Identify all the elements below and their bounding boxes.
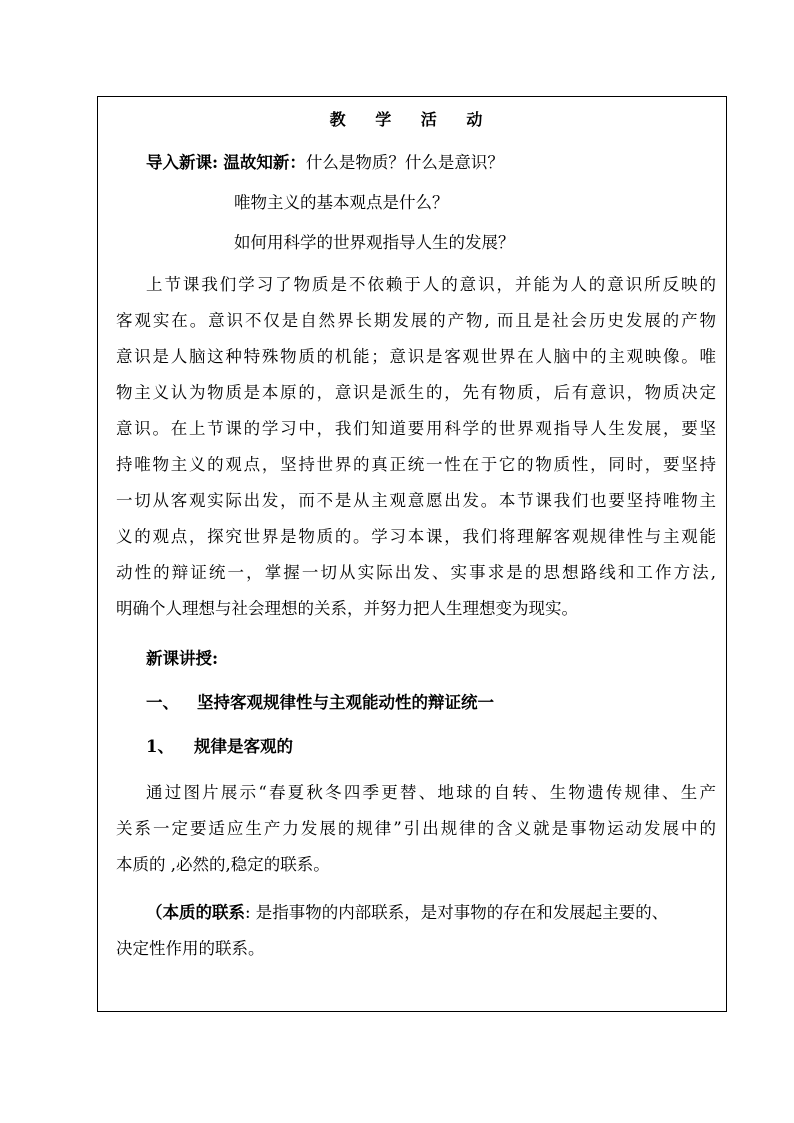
page-title: 教 学 活 动	[329, 110, 495, 129]
note-text: 是指事物的内部联系，是对事物的存在和发展起主要的、	[250, 903, 669, 922]
intro-line	[146, 153, 716, 173]
lesson-activity-box	[97, 96, 727, 1012]
review-question-1: 什么是物质？什么是意识？	[305, 153, 504, 172]
paragraph-line: 义的观点，探究世界是物质的。学习本课，我们将理解客观规律性与主观能	[116, 527, 716, 546]
note-line: （本质的联系: 是指事物的内部联系，是对事物的存在和发展起主要的、	[146, 903, 669, 922]
paragraph-line: 意识。在上节课的学习中，我们知道要用科学的世界观指导人生发展，要坚	[116, 419, 716, 438]
intro-label: 导入新课:	[146, 153, 219, 172]
subsection-title: 规律是客观的	[193, 737, 293, 756]
section-heading	[146, 693, 716, 713]
paragraph-line: 明确个人理想与社会理想的关系，并努力把人生理想变为现实。	[116, 599, 578, 618]
note-line-2: 决定性作用的联系。	[116, 939, 265, 958]
paragraph-line: 一切从客观实际出发，而不是从主观意愿出发。本节课我们也要坚持唯物主	[116, 491, 716, 510]
paragraph-line: 动性的辩证统一，掌握一切从实际出发、实事求是的思想路线和工作方法,	[116, 563, 716, 582]
paragraph-line: 物主义认为物质是本原的，意识是派生的，先有物质，后有意识，物质决定	[116, 383, 716, 402]
note-label: （本质的联系	[146, 903, 245, 922]
review-question-2: 唯物主义的基本观点是什么？	[234, 193, 449, 212]
law-line: 通过图片展示“春夏秋冬四季更替、地球的自转、生物遗传规律、生产	[146, 783, 716, 802]
law-line: 本质的 ,必然的,稳定的联系。	[116, 855, 330, 874]
subsection-number: 1、	[146, 737, 174, 756]
law-line: 关系一定要适应生产力发展的规律”引出规律的含义就是事物运动发展中的	[116, 819, 716, 838]
review-label: 温故知新：	[223, 153, 306, 172]
paragraph-line: 意识是人脑这种特殊物质的机能；意识是客观世界在人脑中的主观映像。唯	[116, 347, 716, 366]
paragraph-line: 上节课我们学习了物质是不依赖于人的意识，并能为人的意识所反映的	[146, 275, 716, 294]
new-lesson-heading: 新课讲授:	[146, 649, 219, 668]
subsection-heading	[146, 737, 716, 757]
section-number: 一、	[146, 693, 179, 712]
paragraph-line: 客观实在。意识不仅是自然界长期发展的产物, 而且是社会历史发展的产物	[116, 311, 716, 330]
paragraph-line: 持唯物主义的观点，坚持世界的真正统一性在于它的物质性，同时，要坚持	[116, 455, 716, 474]
review-question-3: 如何用科学的世界观指导人生的发展？	[234, 233, 515, 252]
section-title: 坚持客观规律性与主观能动性的辩证统一	[197, 693, 494, 712]
